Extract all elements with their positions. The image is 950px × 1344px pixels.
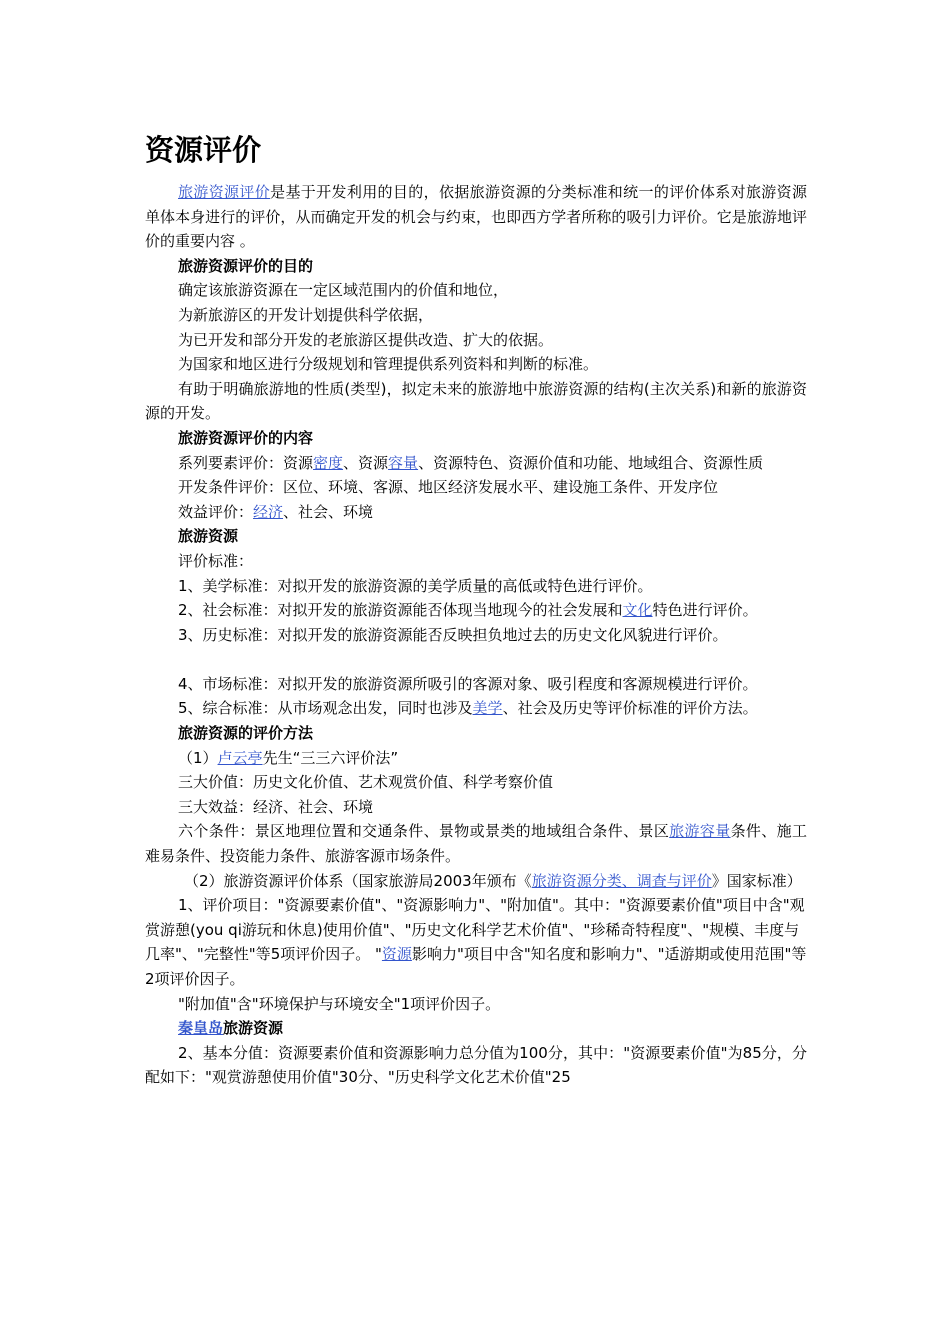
standard-market: 4、市场标准：对拟开发的旅游资源所吸引的客源对象、吸引程度和客源规模进行评价。 bbox=[178, 674, 758, 693]
link-lu-yunting[interactable]: 卢云亭 bbox=[217, 748, 263, 767]
standard-text: 2、社会标准：对拟开发的旅游资源能否体现当地现今的社会发展和 bbox=[178, 601, 623, 620]
link-tourism-capacity[interactable]: 旅游容量 bbox=[669, 822, 731, 841]
content-text: 、资源特色、资源价值和功能、地域组合、资源性质 bbox=[418, 453, 764, 472]
standard-comprehensive bbox=[145, 696, 807, 721]
standard-social bbox=[145, 598, 807, 623]
standards-label: 评价标准： bbox=[178, 551, 254, 570]
heading-methods: 旅游资源的评价方法 bbox=[178, 724, 314, 743]
content-text: 、社会、环境 bbox=[283, 502, 374, 521]
qinhuangdao-text: 旅游资源 bbox=[223, 1019, 284, 1038]
document-page bbox=[145, 128, 807, 1090]
six-conditions bbox=[145, 819, 807, 868]
content-line-benefits bbox=[145, 500, 807, 525]
method-two bbox=[145, 869, 807, 894]
content-line-conditions: 开发条件评价：区位、环境、客源、地区经济发展水平、建设施工条件、开发序位 bbox=[178, 478, 719, 497]
blank-line bbox=[145, 647, 807, 672]
purpose-item: 为国家和地区进行分级规划和管理提供系列资料和判断的标准。 bbox=[178, 355, 599, 374]
method-text: 先生“三三六评价法” bbox=[262, 748, 399, 767]
content-text: 、资源 bbox=[343, 453, 389, 472]
method-one bbox=[145, 746, 807, 771]
purpose-item: 确定该旅游资源在一定区域范围内的价值和地位， bbox=[178, 281, 509, 300]
three-benefits: 三大效益：经济、社会、环境 bbox=[178, 797, 374, 816]
heading-purpose: 旅游资源评价的目的 bbox=[178, 256, 314, 275]
method-text: 1、评价项目："资源要素价值"、"资源影响力"、"附加值"。其中："资源要素价值"项目中含"观赏游憩(you qi游玩和休息)使用价值"、"历史文化科学艺术价值"、"珍稀奇特程度"、"规模、丰度与几率"、"完整性"等5项评价因子。 " bbox=[145, 896, 805, 964]
standard-text: 特色进行评价。 bbox=[652, 601, 758, 620]
link-capacity[interactable]: 容量 bbox=[388, 453, 419, 472]
standard-history: 3、历史标准：对拟开发的旅游资源能否反映担负地过去的历史文化风貌进行评价。 bbox=[178, 625, 728, 644]
standard-aesthetic: 1、美学标准：对拟开发的旅游资源的美学质量的高低或特色进行评价。 bbox=[178, 576, 653, 595]
method-text: （1） bbox=[178, 748, 218, 767]
link-national-standard[interactable]: 旅游资源分类、调查与评价 bbox=[531, 871, 712, 890]
method-text: （2）旅游资源评价体系（国家旅游局2003年颁布《 bbox=[184, 871, 532, 890]
three-values: 三大价值：历史文化价值、艺术观赏价值、科学考察价值 bbox=[178, 773, 554, 792]
link-culture[interactable]: 文化 bbox=[622, 601, 653, 620]
method-text: 六个条件：景区地理位置和交通条件、景物或景类的地域组合条件、景区 bbox=[178, 822, 670, 841]
link-aesthetics[interactable]: 美学 bbox=[472, 699, 503, 718]
link-density[interactable]: 密度 bbox=[313, 453, 344, 472]
heading-qinhuangdao bbox=[145, 1016, 807, 1041]
link-qinhuangdao[interactable]: 秦皇岛 bbox=[178, 1019, 224, 1038]
standard-text: 、社会及历史等评价标准的评价方法。 bbox=[502, 699, 758, 718]
method-text: 》国家标准） bbox=[711, 871, 802, 890]
evaluation-items bbox=[145, 893, 807, 991]
heading-content: 旅游资源评价的内容 bbox=[178, 428, 314, 447]
method-text: 影响力"项目中含"知名度和影响力"、"适游期或使用范围"等2项评价因子。 bbox=[145, 945, 807, 988]
content-line-elements bbox=[145, 451, 807, 476]
basic-score: 2、基本分值：资源要素价值和资源影响力总分值为100分，其中："资源要素价值"为85分，分配如下："观赏游憩使用价值"30分、"历史科学文化艺术价值"25 bbox=[145, 1043, 807, 1087]
purpose-item: 有助于明确旅游地的性质(类型)，拟定未来的旅游地中旅游资源的结构(主次关系)和新的旅游资源的开发。 bbox=[145, 379, 807, 423]
link-resource[interactable]: 资源 bbox=[381, 945, 412, 964]
standard-text: 5、综合标准：从市场观念出发，同时也涉及 bbox=[178, 699, 473, 718]
content-text: 效益评价： bbox=[178, 502, 254, 521]
purpose-item: 为已开发和部分开发的老旅游区提供改造、扩大的依据。 bbox=[178, 330, 554, 349]
page-title: 资源评价 bbox=[145, 133, 262, 167]
method-text: 条件、施工难易条件、投资能力条件、旅游客源市场条件。 bbox=[145, 822, 807, 866]
heading-tourism-resource: 旅游资源 bbox=[178, 527, 239, 546]
added-value: "附加值"含"环境保护与环境安全"1项评价因子。 bbox=[178, 994, 501, 1013]
content-text: 系列要素评价：资源 bbox=[178, 453, 314, 472]
purpose-item: 为新旅游区的开发计划提供科学依据， bbox=[178, 305, 434, 324]
intro-text: 是基于开发利用的目的，依据旅游资源的分类标准和统一的评价体系对旅游资源单体本身进行的评价，从而确定开发的机会与约束，也即西方学者所称的吸引力评价。它是旅游地评价的重要内容 。 bbox=[145, 183, 807, 251]
link-tourism-resource-evaluation[interactable]: 旅游资源评价 bbox=[178, 183, 271, 201]
intro-paragraph bbox=[145, 180, 807, 254]
link-economy[interactable]: 经济 bbox=[253, 502, 284, 521]
